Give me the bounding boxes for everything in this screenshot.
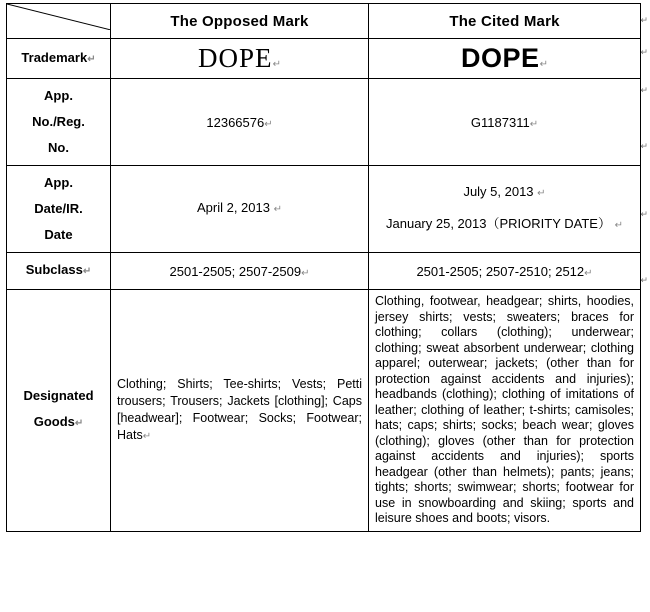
cited-mark-wordmark: DOPE: [461, 43, 540, 73]
cited-subclass-value: 2501-2505; 2507-2510; 2512: [416, 263, 585, 279]
cited-app-date-line1: [375, 177, 634, 209]
cell-cited-subclass: [369, 253, 641, 290]
header-cited-mark: The Cited Mark: [369, 4, 641, 39]
cell-opposed-app-date: [111, 166, 369, 253]
pilcrow-icon: ↵: [273, 204, 282, 215]
pilcrow-icon: ↵: [529, 118, 539, 130]
row-label-app-date: [7, 166, 111, 253]
margin-mark-icon: ↵: [640, 209, 648, 219]
margin-marks: [636, 3, 650, 612]
row-label-app-no-line1: App.: [44, 88, 73, 103]
row-label-designated-goods-line2-text: Goods: [33, 414, 75, 430]
opposed-app-date-text: April 2, 2013: [196, 200, 270, 215]
corner-cell: [7, 4, 111, 39]
opposed-goods-text: Clothing; Shirts; Tee-shirts; Vests; Petti trousers; Trousers; Jackets [clothing]; Caps [headwear]; Footwear; Socks; Footwear; Hats: [117, 376, 362, 442]
opposed-app-date-value: [117, 193, 362, 225]
row-label-trademark: [7, 39, 111, 79]
opposed-app-no-value: 12366576: [206, 114, 265, 130]
margin-mark-icon: ↵: [640, 47, 648, 57]
row-label-subclass: [7, 253, 111, 290]
pilcrow-icon: ↵: [74, 418, 84, 430]
cited-app-date-text: July 5, 2013: [463, 184, 534, 199]
pilcrow-icon: ↵: [537, 188, 546, 199]
row-label-app-date-line3: Date: [44, 227, 73, 242]
row-label-app-no-line3: No.: [48, 140, 69, 155]
opposed-mark-wordmark: DOPE: [198, 43, 273, 73]
cited-app-date-line2: [375, 209, 634, 241]
table-row: [7, 166, 641, 253]
pilcrow-icon: ↵: [87, 53, 96, 65]
row-label-app-no: [7, 79, 111, 166]
table-header-row: [7, 4, 641, 39]
pilcrow-icon: ↵: [264, 118, 273, 130]
margin-mark-icon: ↵: [640, 15, 648, 25]
table-row: [7, 253, 641, 290]
diagonal-line-icon: [7, 4, 110, 30]
margin-mark-icon: ↵: [640, 85, 648, 95]
pilcrow-icon: ↵: [82, 266, 92, 277]
cell-opposed-goods: [111, 290, 369, 532]
table-row: [7, 79, 641, 166]
cited-goods-text: Clothing, footwear, headgear; shirts, hoodies, jersey shirts; vests; sweaters; braces for clothing; collars (clothing); underwear; clothing; sweat absorbent underwear; clothing apparel; outerwear; jackets; (other than for protection against accidents and injuries); headbands (clothing); clothing of imitations of leather; clothing of leather; t-shirts; camisoles; hats; caps; shirts; socks; beach wear; gloves (clothing); gloves (other than for protection against accidents and injuries); sports headgear (other than helmets); pants; jeans; tights; shorts; swimwear; shorts; footwear for use in snowboarding and skiing; sports and leisure shoes and boots; visors.: [375, 294, 634, 525]
pilcrow-icon: ↵: [301, 267, 310, 279]
row-label-designated-goods-line1: Designated: [23, 388, 94, 404]
row-label-app-no-line2: No./Reg.: [32, 114, 85, 129]
row-label-designated-goods-line2: [13, 409, 104, 437]
opposed-subclass-value: 2501-2505; 2507-2509: [169, 263, 302, 279]
pilcrow-icon: ↵: [272, 59, 281, 70]
cell-cited-trademark: [369, 39, 641, 79]
cited-priority-date-text: January 25, 2013（PRIORITY DATE）: [386, 216, 611, 231]
pilcrow-icon: ↵: [142, 430, 152, 442]
header-opposed-mark: The Opposed Mark: [111, 4, 369, 39]
row-label-trademark-text: Trademark: [21, 49, 88, 65]
cited-app-no-value: G1187311: [470, 114, 530, 130]
row-label-app-date-line2: Date/IR.: [34, 201, 83, 216]
table-row: [7, 39, 641, 79]
margin-mark-icon: ↵: [640, 141, 648, 151]
row-label-designated-goods: [7, 290, 111, 532]
row-label-subclass-text: Subclass: [25, 262, 83, 277]
comparison-table: [6, 3, 641, 532]
pilcrow-icon: ↵: [614, 220, 623, 231]
document-page: [0, 3, 650, 612]
cell-cited-app-date: [369, 166, 641, 253]
cell-opposed-app-no: [111, 79, 369, 166]
table-row: [7, 290, 641, 532]
row-label-app-date-line1: App.: [44, 175, 73, 190]
pilcrow-icon: ↵: [539, 59, 548, 70]
cell-cited-goods: [369, 290, 641, 532]
pilcrow-icon: ↵: [584, 267, 593, 279]
margin-mark-icon: ↵: [640, 275, 648, 285]
cell-cited-app-no: [369, 79, 641, 166]
cell-opposed-subclass: [111, 253, 369, 290]
cell-opposed-trademark: [111, 39, 369, 79]
